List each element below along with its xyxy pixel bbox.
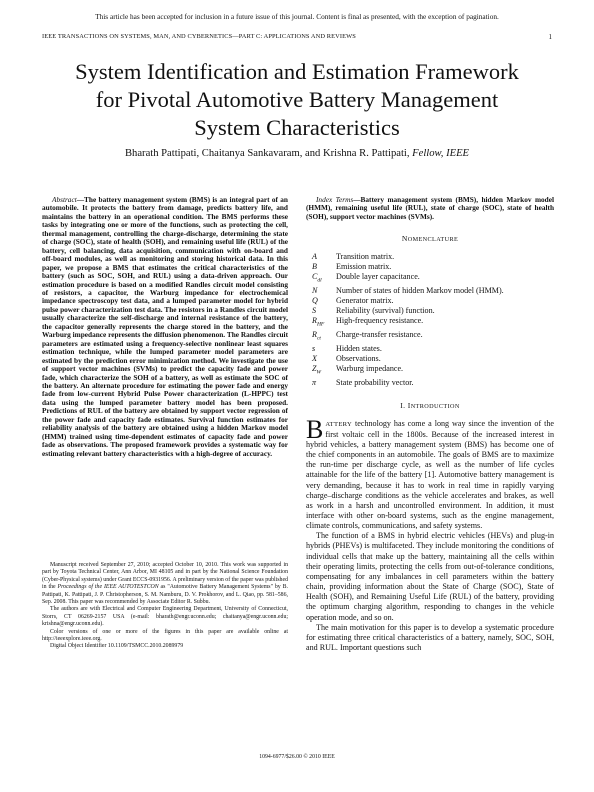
nomenclature-item xyxy=(306,330,554,344)
right-column xyxy=(306,196,554,653)
nomenclature-item xyxy=(306,252,554,262)
intro-paragraph-1 xyxy=(306,414,554,532)
intro-paragraph-2: The function of a BMS in hybrid electric vehicles (HEVs) and plug-in hybrids (PHEVs) is multifaceted. They include monitoring the conditions of individual cells that make up the battery, maintaining all the cells within their operating limits, protecting the cells from out-of-tolerance conditions, compensating for any imbalances in cell parameters within the battery chain, providing information about the State of Charge (SOC), State of Health (SOH), and Remaining Useful Life (RUL) of the battery, providing the optimum charging algorithm, responding to changes in the vehicle operation mode, and so on. xyxy=(306,531,554,622)
nomenclature-symbol: $Z_W$ xyxy=(312,364,322,376)
nomenclature-description: Transition matrix. xyxy=(336,251,395,261)
intro-paragraph-1-text: technology has come a long way since the invention of the first voltaic cell in the 1800s. Because of the increased interest in hybrid vehicles, a battery management system (BMS) has become one of the chief components in an automobile. The goals of BMS are to maximize the run-time per discharge cycle, as well as the number of life cycles attainable for the life of the battery [1]. Automotive battery management is very demanding, because it has to work in real time in rapidly varying charge–discharge conditions as the vehicle accelerates and brakes, as well as work in a harsh and uncontrolled environment. In addition, it must interface with other on-board systems, such as the engine management, climate controls, communications, and safety systems. xyxy=(306,418,554,531)
nomenclature-symbol: π xyxy=(312,377,317,387)
nomenclature-item xyxy=(306,296,554,306)
intro-paragraph-3: The main motivation for this paper is to develop a systematic procedure for estimating three critical characteristics of a battery, namely, SOC, SOH, and RUL. Important questions such xyxy=(306,622,554,653)
abstract-text: —The battery management system (BMS) is an integral part of an automobile. It protects the battery from damage, predicts battery life, and maintains the battery in an operational condition. The BMS performs these tasks by integrating one or more of the functions, such as protecting the cell, thermal management, controlling the charge-discharge, determining the state of charge (SOC), state of health (SOH), and remaining useful life (RUL) of the battery, cell balancing, data acquisition, communication with on-board and off-board modules, as well as monitoring and storing historical data. In this paper, we propose a BMS that estimates the critical characteristics of the battery (such as SOC, SOH, and RUL) using a data-driven approach. Our estimation procedure is based on a modified Randles circuit model consisting of resistors, a capacitor, the Warburg impedance for electrochemical impedance spectroscopy test data, and a lumped parameter model for hybrid pulse power characterization test data. The resistors in a Randles circuit model usually characterize the self-discharge and internal resistance of the battery, the capacitor generally represents the charge stored in the battery, and the Warburg impedance represents the diffusion phenomenon. The Randles circuit parameters are estimated using a frequency-selective nonlinear least squares estimation technique, while the lumped parameter model parameters are estimated by the prediction error minimization method. We investigate the use of support vector machines (SVMs) to predict the capacity fade and power fade, which characterize the SOH of a battery, as well as estimate the SOC of the battery. An alternate procedure for estimating the power fade and energy fade from low-current Hybrid Pulse Power characterization (L-HPPC) test data using the lumped parameter battery model has been proposed. Predictions of RUL of the battery are obtained by support vector regression of the power fade and capacity fade estimates. Survival function estimates for reliability analysis of the battery are obtained using a hidden Markov model (HMM) trained using time-dependent estimates of capacity fade and power fade as observations. The proposed framework provides a systematic way for estimating relevant battery characteristics with a high-degree of accuracy. xyxy=(42,195,288,458)
author-line xyxy=(40,148,554,159)
nomenclature-heading-rest: OMENCLATURE xyxy=(407,236,459,244)
nomenclature-heading-initial: N xyxy=(401,234,408,244)
nomenclature-description: Observations. xyxy=(336,354,381,364)
nomenclature-symbol: s xyxy=(312,343,316,353)
nomenclature-description: Hidden states. xyxy=(336,343,382,353)
nomenclature-symbol: N xyxy=(312,285,318,295)
nomenclature-symbol: A xyxy=(312,251,317,261)
footnote-doi: Digital Object Identifier 10.1109/TSMCC.2010.2089979 xyxy=(50,643,184,650)
footnote-manuscript-text: Manuscript received September 27, 2010; accepted October 10, 2010. This work was supported in part by Toyota Technical Center, Ann Arbor, MI 48105 and in part by the National Science Foundation (Cyber-Physical systems) under Grant ECCS-0931956. A preliminary version of the paper was published in the xyxy=(42,562,288,591)
nomenclature-item xyxy=(306,344,554,354)
nomenclature-description: Charge-transfer resistance. xyxy=(336,330,423,340)
nomenclature-heading xyxy=(306,235,554,244)
nomenclature-description: Number of states of hidden Markov model (HMM). xyxy=(336,285,504,295)
nomenclature-description: Double layer capacitance. xyxy=(336,272,420,282)
nomenclature-symbol: $R_{ct}$ xyxy=(312,330,321,342)
nomenclature-symbol: $C_{dl}$ xyxy=(312,272,322,284)
copyright-footer: 1094-6977/$26.00 © 2010 IEEE xyxy=(259,754,335,760)
nomenclature-item xyxy=(306,306,554,316)
nomenclature-list xyxy=(306,252,554,388)
section-heading-rest: NTRODUCTION xyxy=(410,403,460,411)
page-number: 1 xyxy=(548,33,552,41)
index-terms-text: —Battery management system (BMS), hidden Markov model (HMM), remaining useful life (RUL), state of charge (SOC), state of health (SOH), support vector machines (SVMs). xyxy=(306,195,554,221)
acceptance-notice: This article has been accepted for inclusion in a future issue of this journal. Content is final as presented, with the exception of pagination. xyxy=(95,12,499,21)
index-terms xyxy=(306,196,554,221)
drop-cap: B xyxy=(306,414,324,444)
section-heading-initial: I xyxy=(407,401,411,411)
nomenclature-item xyxy=(306,354,554,364)
abstract xyxy=(42,196,288,458)
title-line-3: System Characteristics xyxy=(194,115,400,140)
paper-title xyxy=(40,58,554,142)
footnote-manuscript-text-2: as "Automotive Battery Management Systems" by B. Pattipati, K. Pattipati, J. P. Christopherson, S. M. Namburu, D. V. Prokhorov, and L. Qiao, pp. 581–586, Sep. 2008. This paper was recommended by Associate Editor R. Subbu. xyxy=(42,584,288,606)
running-head: IEEE TRANSACTIONS ON SYSTEMS, MAN, AND CYBERNETICS—PART C: APPLICATIONS AND REVIEWS xyxy=(42,33,356,40)
footnotes xyxy=(42,562,288,651)
nomenclature-item xyxy=(306,262,554,272)
nomenclature-item xyxy=(306,364,554,378)
section-number: I. xyxy=(400,401,406,411)
nomenclature-symbol: X xyxy=(312,354,317,364)
nomenclature-item xyxy=(306,286,554,296)
title-line-2: for Pivotal Automotive Battery Management xyxy=(95,87,499,112)
section-heading-introduction xyxy=(306,402,554,411)
nomenclature-description: High-frequency resistance. xyxy=(336,316,424,326)
nomenclature-description: Emission matrix. xyxy=(336,261,392,271)
abstract-lead: Abstract xyxy=(52,195,77,204)
footnote-authors: The authors are with Electrical and Computer Engineering Department, University of Connecticut, Storrs, CT 06269-2157 USA (e-mail: bharath@engr.uconn.edu; chaitanya@engr.uconn.edu; krishna@engr.uconn.edu). xyxy=(42,606,288,628)
title-line-1: System Identification and Estimation Framework xyxy=(75,59,519,84)
nomenclature-description: Reliability (survival) function. xyxy=(336,306,435,316)
nomenclature-symbol: B xyxy=(312,261,317,271)
nomenclature-symbol: Q xyxy=(312,296,318,306)
nomenclature-symbol: $R_{HF}$ xyxy=(312,316,325,328)
nomenclature-item xyxy=(306,316,554,330)
nomenclature-description: Warburg impedance. xyxy=(336,364,404,374)
author-title: Fellow, IEEE xyxy=(412,148,470,159)
footnote-proceedings: Proceedings of the IEEE AUTOTESTCON xyxy=(57,584,159,591)
footnote-manuscript xyxy=(42,562,288,606)
nomenclature-description: State probability vector. xyxy=(336,377,414,387)
nomenclature-description: Generator matrix. xyxy=(336,296,394,306)
nomenclature-item xyxy=(306,272,554,286)
index-terms-lead: Index Terms xyxy=(316,195,354,204)
footnote-color: Color versions of one or more of the figures in this paper are available online at http://ieeexplore.ieee.org. xyxy=(42,628,288,643)
author-names: Bharath Pattipati, Chaitanya Sankavaram, and Krishna R. Pattipati, xyxy=(124,148,410,159)
intro-first-word: ATTERY xyxy=(325,420,353,428)
left-column xyxy=(42,196,288,458)
nomenclature-item xyxy=(306,378,554,388)
nomenclature-symbol: S xyxy=(312,306,317,316)
